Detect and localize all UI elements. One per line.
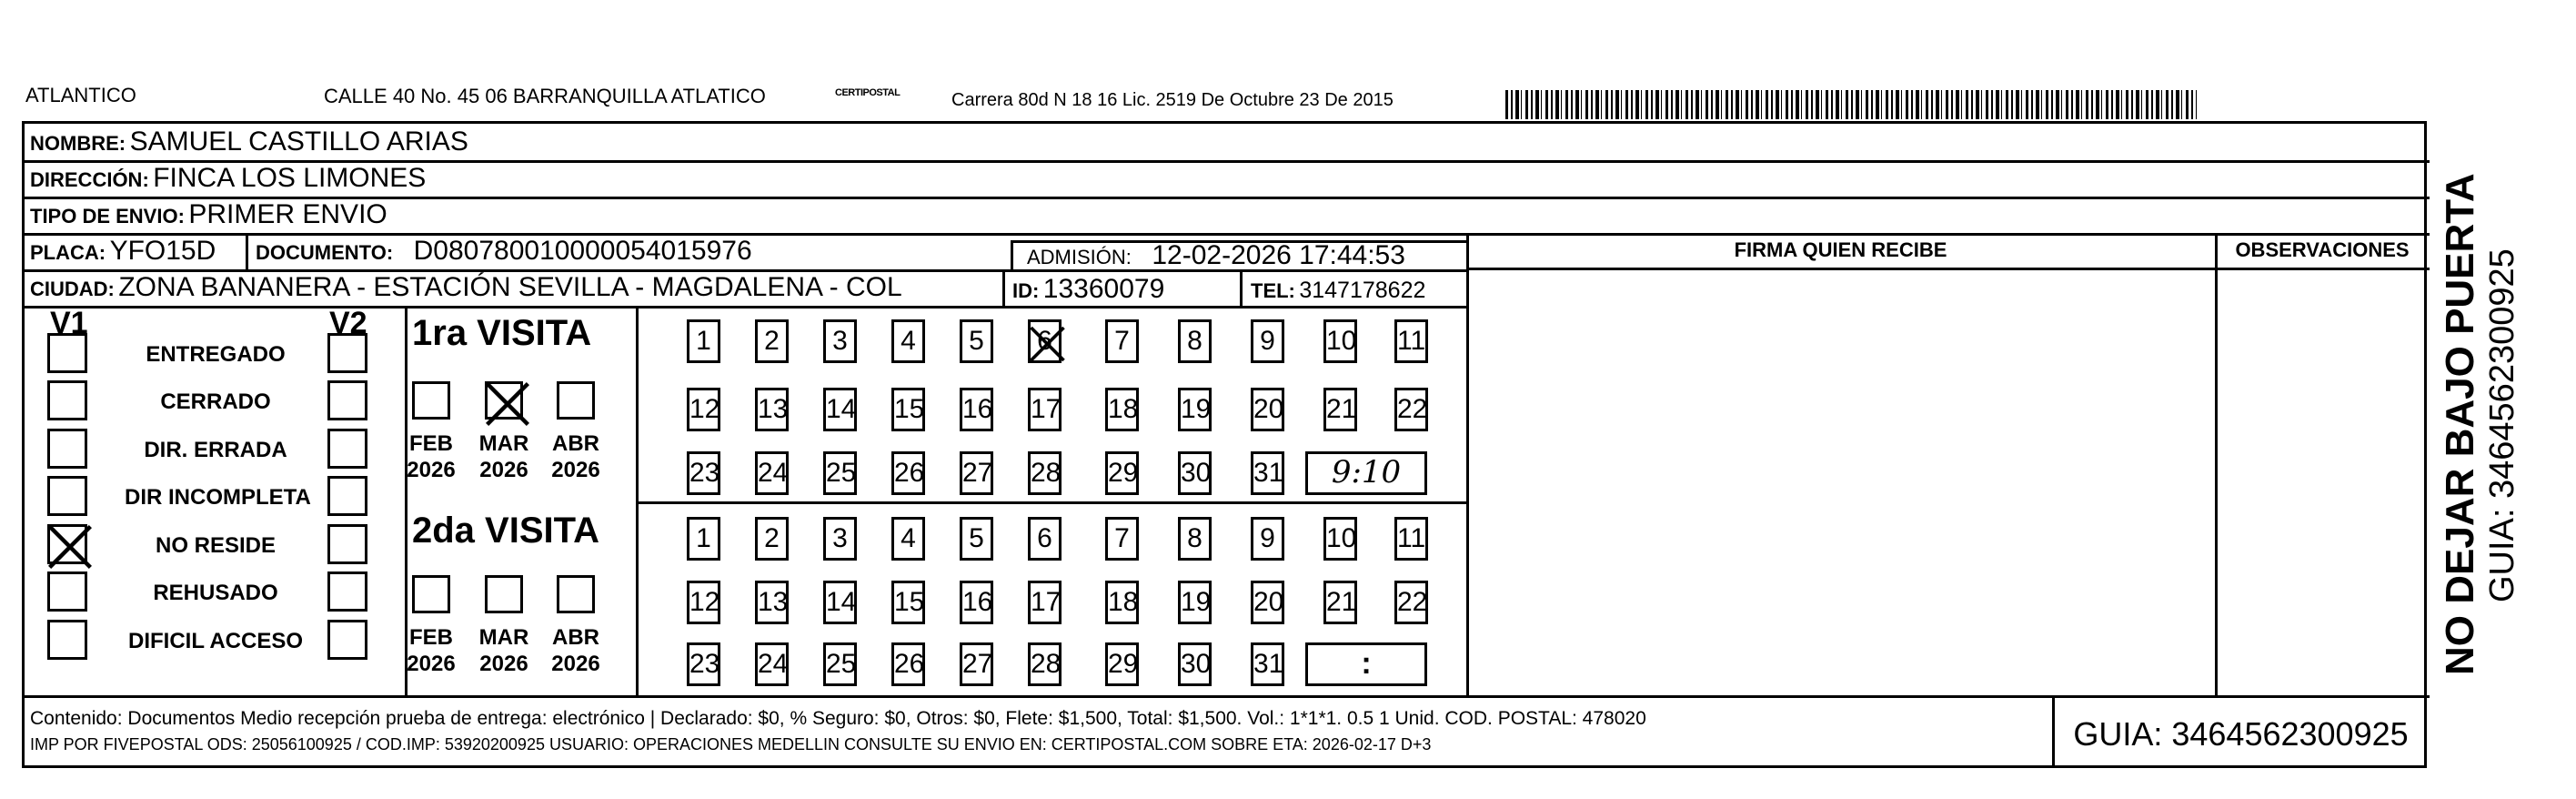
visita2-title: 2da VISITA	[412, 511, 599, 551]
observaciones-label: OBSERVACIONES	[2235, 238, 2410, 261]
status-label: ENTREGADO	[146, 342, 286, 367]
day-box-9[interactable]: 9	[1251, 319, 1284, 363]
placa-label: PLACA:	[30, 241, 106, 264]
day-box-17[interactable]: 17	[1028, 388, 1062, 431]
status-v1-checkbox[interactable]	[47, 571, 87, 612]
day-box-6[interactable]: 6	[1028, 517, 1062, 561]
status-v1-checkbox[interactable]	[47, 476, 87, 516]
day-box-15[interactable]: 15	[891, 388, 925, 431]
day-box-20[interactable]: 20	[1251, 581, 1284, 624]
day-box-24[interactable]: 24	[755, 451, 789, 495]
day-box-22[interactable]: 22	[1394, 581, 1428, 624]
day-box-19[interactable]: 19	[1178, 388, 1212, 431]
month-year: 2026	[407, 652, 456, 676]
status-v1-checkbox[interactable]	[47, 429, 87, 469]
admision-label: ADMISIÓN:	[1027, 246, 1132, 268]
month-label: MAR	[478, 625, 529, 650]
day-box-21[interactable]: 21	[1323, 388, 1357, 431]
tipo-row	[30, 201, 387, 228]
documento-field	[256, 238, 752, 265]
day-box-16[interactable]: 16	[960, 388, 993, 431]
status-v1-checkbox[interactable]	[47, 524, 87, 564]
month-year: 2026	[551, 458, 600, 482]
id-value: 13360079	[1042, 274, 1165, 304]
tipo-label: TIPO DE ENVIO:	[30, 205, 185, 228]
month-label: FEB	[409, 431, 453, 456]
ciudad-field	[30, 274, 902, 301]
day-box-4[interactable]: 4	[891, 517, 925, 561]
day-box-8[interactable]: 8	[1178, 319, 1212, 363]
day-box-3[interactable]: 3	[823, 319, 857, 363]
day-box-29[interactable]: 29	[1105, 642, 1139, 686]
side-guia: GUIA: 3464562300925	[2483, 248, 2521, 602]
imp-text: IMP POR FIVEPOSTAL ODS: 25056100925 / COD.IMP: 53920200925 USUARIO: OPERACIONES MEDELLIN CONSULTE SU ENVIO EN: CERTIPOSTAL.COM SOBRE ETA: 2026-02-17 D+3	[30, 735, 1432, 753]
day-box-14[interactable]: 14	[823, 388, 857, 431]
visita2-time: :	[1305, 642, 1427, 686]
direccion-label: DIRECCIÓN:	[30, 168, 149, 191]
day-box-30[interactable]: 30	[1178, 451, 1212, 495]
status-v2-checkbox[interactable]	[327, 476, 367, 516]
day-box-3[interactable]: 3	[823, 517, 857, 561]
day-box-29[interactable]: 29	[1105, 451, 1139, 495]
month-year: 2026	[479, 458, 528, 482]
visita1-time: 9:10	[1305, 451, 1427, 495]
month-checkbox-feb[interactable]	[412, 381, 450, 420]
day-box-12[interactable]: 12	[687, 581, 720, 624]
tipo-value: PRIMER ENVIO	[188, 199, 387, 229]
status-label: CERRADO	[160, 389, 271, 414]
month-checkbox-abr[interactable]	[557, 381, 595, 420]
nombre-row	[30, 128, 468, 156]
tel-field	[1251, 279, 1425, 302]
day-box-15[interactable]: 15	[891, 581, 925, 624]
day-box-12[interactable]: 12	[687, 388, 720, 431]
day-box-4[interactable]: 4	[891, 319, 925, 363]
status-label: DIR. ERRADA	[144, 438, 287, 462]
admision-field	[1027, 242, 1405, 269]
day-box-18[interactable]: 18	[1105, 581, 1139, 624]
status-v2-checkbox[interactable]	[327, 524, 367, 564]
day-box-31[interactable]: 31	[1251, 642, 1284, 686]
delivery-form	[22, 121, 2427, 768]
status-label: DIR INCOMPLETA	[125, 485, 311, 510]
no-dejar-bajo-puerta: NO DEJAR BAJO PUERTA	[2438, 173, 2482, 675]
day-box-8[interactable]: 8	[1178, 517, 1212, 561]
status-v2-checkbox[interactable]	[327, 429, 367, 469]
status-label: DIFICIL ACCESO	[127, 629, 303, 653]
certipostal-logo: CERTIPOSTAL	[835, 87, 901, 98]
day-box-21[interactable]: 21	[1323, 581, 1357, 624]
id-label: ID:	[1012, 279, 1040, 302]
day-box-30[interactable]: 30	[1178, 642, 1212, 686]
day-cross-mark	[1031, 322, 1059, 360]
admision-value: 12-02-2026 17:44:53	[1152, 240, 1405, 270]
footer-guia: GUIA: 3464562300925	[2073, 715, 2409, 753]
placa-field	[30, 238, 216, 265]
contenido-text: Contenido: Documentos Medio recepción prueba de entrega: electrónico | Declarado: $0, % Seguro: $0, Otros: $0, Flete: $1,500, Total: $1,500. Vol.: 1*1*1. 0.5 1 Unid. COD. POSTAL: 478020	[30, 708, 1646, 729]
month-checkbox-mar[interactable]	[485, 575, 523, 613]
day-box-1[interactable]: 1	[687, 319, 720, 363]
region-label: ATLANTICO	[25, 84, 136, 106]
day-box-1[interactable]: 1	[687, 517, 720, 561]
day-box-11[interactable]: 11	[1394, 517, 1428, 561]
month-checkbox-mar[interactable]	[485, 381, 523, 420]
day-box-6[interactable]: 6	[1028, 319, 1062, 363]
nombre-value: SAMUEL CASTILLO ARIAS	[129, 126, 468, 157]
direccion-row	[30, 165, 426, 192]
month-label: FEB	[409, 625, 453, 650]
day-box-16[interactable]: 16	[960, 581, 993, 624]
month-label: MAR	[478, 431, 529, 456]
month-year: 2026	[407, 458, 456, 482]
v2-label: V2	[329, 306, 367, 340]
visita1-title: 1ra VISITA	[412, 313, 592, 353]
ciudad-label: CIUDAD:	[30, 278, 115, 300]
day-box-31[interactable]: 31	[1251, 451, 1284, 495]
status-label: REHUSADO	[153, 581, 278, 605]
day-box-5[interactable]: 5	[960, 319, 993, 363]
status-v2-checkbox[interactable]	[327, 620, 367, 660]
status-v2-checkbox[interactable]	[327, 380, 367, 420]
day-box-24[interactable]: 24	[755, 642, 789, 686]
day-box-10[interactable]: 10	[1323, 319, 1357, 363]
day-box-13[interactable]: 13	[755, 581, 789, 624]
sender-address: CALLE 40 No. 45 06 BARRANQUILLA ATLATICO	[324, 85, 766, 107]
month-year: 2026	[551, 652, 600, 676]
documento-label: DOCUMENTO:	[256, 241, 394, 264]
tel-label: TEL:	[1251, 279, 1295, 302]
month-checkbox-abr[interactable]	[557, 575, 595, 613]
day-box-7[interactable]: 7	[1105, 517, 1139, 561]
status-v2-checkbox[interactable]	[327, 333, 367, 373]
ciudad-value: ZONA BANANERA - ESTACIÓN SEVILLA - MAGDALENA - COL	[118, 272, 902, 302]
id-field	[1012, 276, 1164, 303]
status-v1-checkbox[interactable]	[47, 380, 87, 420]
month-checkbox-feb[interactable]	[412, 575, 450, 613]
day-box-27[interactable]: 27	[960, 642, 993, 686]
day-box-27[interactable]: 27	[960, 451, 993, 495]
day-box-5[interactable]: 5	[960, 517, 993, 561]
license-text: Carrera 80d N 18 16 Lic. 2519 De Octubre 23 De 2015	[951, 90, 1394, 110]
v1-label: V1	[50, 306, 88, 340]
day-box-10[interactable]: 10	[1323, 517, 1357, 561]
day-box-9[interactable]: 9	[1251, 517, 1284, 561]
day-box-11[interactable]: 11	[1394, 319, 1428, 363]
direccion-value: FINCA LOS LIMONES	[153, 163, 427, 193]
status-v2-checkbox[interactable]	[327, 571, 367, 612]
day-box-13[interactable]: 13	[755, 388, 789, 431]
month-year: 2026	[479, 652, 528, 676]
day-box-28[interactable]: 28	[1028, 642, 1062, 686]
day-box-2[interactable]: 2	[755, 319, 789, 363]
day-box-22[interactable]: 22	[1394, 388, 1428, 431]
day-box-23[interactable]: 23	[687, 642, 720, 686]
month-label: ABR	[552, 625, 599, 650]
day-box-7[interactable]: 7	[1105, 319, 1139, 363]
day-box-25[interactable]: 25	[823, 642, 857, 686]
day-box-19[interactable]: 19	[1178, 581, 1212, 624]
day-box-26[interactable]: 26	[891, 451, 925, 495]
barcode	[1505, 90, 2197, 119]
day-box-25[interactable]: 25	[823, 451, 857, 495]
day-box-23[interactable]: 23	[687, 451, 720, 495]
day-box-14[interactable]: 14	[823, 581, 857, 624]
documento-value: D080780010000054015976	[413, 236, 752, 266]
day-box-28[interactable]: 28	[1028, 451, 1062, 495]
tel-value: 3147178622	[1299, 278, 1426, 303]
day-box-26[interactable]: 26	[891, 642, 925, 686]
status-v1-checkbox[interactable]	[47, 620, 87, 660]
status-v1-checkbox[interactable]	[47, 333, 87, 373]
placa-value: YFO15D	[109, 236, 216, 266]
month-label: ABR	[552, 431, 599, 456]
day-box-2[interactable]: 2	[755, 517, 789, 561]
nombre-label: NOMBRE:	[30, 132, 126, 155]
day-box-17[interactable]: 17	[1028, 581, 1062, 624]
day-box-18[interactable]: 18	[1105, 388, 1139, 431]
firma-label: FIRMA QUIEN RECIBE	[1734, 238, 1947, 261]
status-label: NO RESIDE	[155, 533, 277, 558]
day-box-20[interactable]: 20	[1251, 388, 1284, 431]
